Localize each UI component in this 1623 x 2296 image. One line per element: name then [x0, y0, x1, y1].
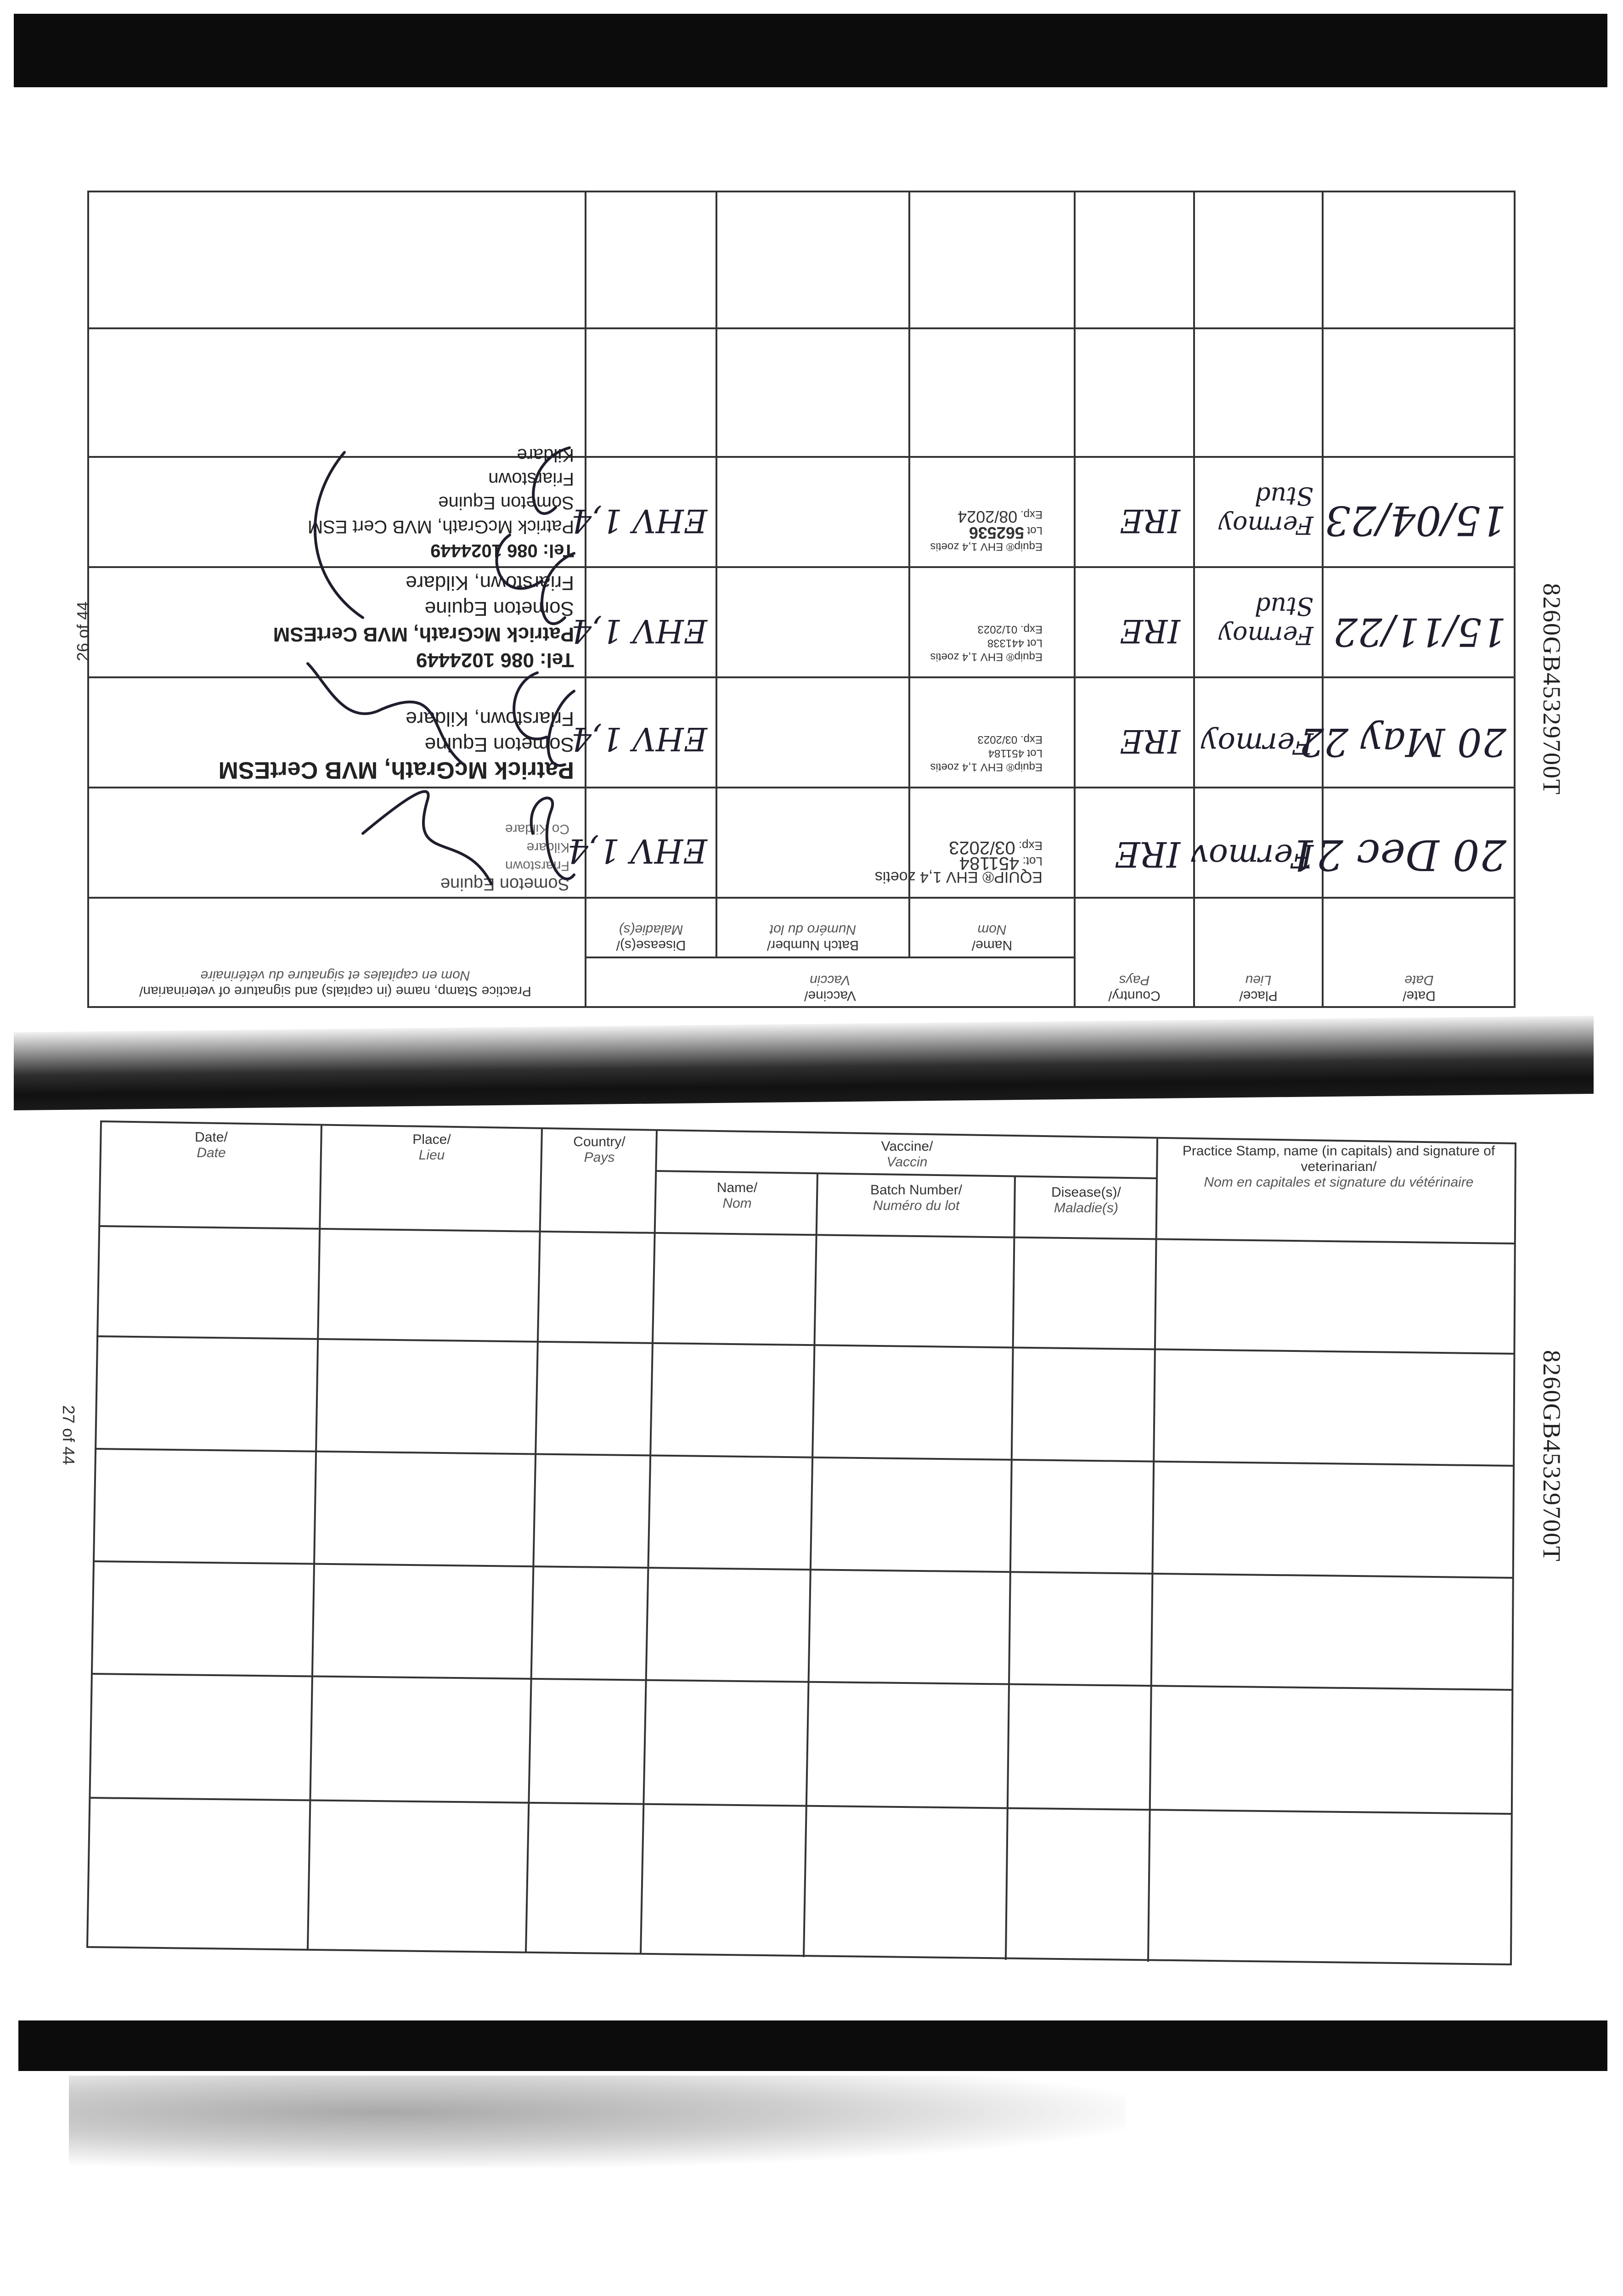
scan-fold-shadow [14, 1016, 1594, 1110]
row4-vaccine-label: Equip® EHV 1,4 zoetis Lot 562536 Exp. 08/2024 [930, 507, 1043, 553]
lower-header-vaccine: Vaccine/ Vaccin [881, 1139, 933, 1170]
lower-header-name: Name/ Nom [716, 1180, 758, 1211]
scan-bottom-edge [18, 2020, 1607, 2071]
lower-header-date: Date/ Date [195, 1130, 228, 1160]
row1-country: IRE [1115, 834, 1180, 875]
header-date: Date/ Date [1403, 973, 1436, 1003]
row1-date: 20 Dec 21 [1289, 830, 1506, 879]
row3-place: Fermoy Stud [1218, 592, 1313, 650]
row2-country: IRE [1120, 722, 1180, 760]
row3-country: IRE [1120, 612, 1180, 650]
document-id-lower: 8260GB45329700T [1538, 1350, 1566, 1562]
row2-disease: EHV 1,4 [571, 720, 707, 758]
upper-vaccination-page [87, 191, 1516, 1008]
row2-practice-stamp: Patrick McGrath, MVB CertESM Someton Equine Friarstown, Kildare [218, 708, 574, 783]
row3-date: 15/11/22 [1333, 609, 1506, 654]
header-place: Place/ Lieu [1239, 973, 1278, 1003]
row4-practice-stamp: Tel: 086 1024449 Patrick McGrath, MVB Cert ESM Someton Equine Friarstown Kildare [307, 445, 574, 561]
scan-corner-shadow [69, 2076, 1125, 2167]
header-name: Name/ Nom [971, 922, 1013, 953]
row3-disease: EHV 1,4 [571, 612, 707, 650]
row1-disease: EHV 1,4 [567, 832, 707, 870]
row4-country: IRE [1120, 502, 1180, 540]
row4-place: Fermoy Stud [1218, 482, 1313, 540]
row2-date: 20 May 22 [1299, 720, 1506, 765]
row3-vaccine-label: Equip® EHV 1,4 zoetis Lot 441338 Exp. 01/2023 [930, 623, 1043, 663]
row3-practice-stamp: Tel: 086 1024449 Patrick McGrath, MVB CertESM Someton Equine Friarstown, Kildare [273, 572, 574, 671]
lower-header-disease: Disease(s)/ Maladie(s) [1051, 1185, 1121, 1216]
page-number-lower: 27 of 44 [59, 1405, 78, 1465]
lower-vaccination-page [83, 1120, 1525, 1965]
header-vaccine: Vaccine/ Vaccin [804, 973, 856, 1003]
header-country: Country/ Pays [1108, 973, 1161, 1003]
row2-place: Fermoy [1201, 726, 1313, 760]
scan-top-edge [14, 14, 1607, 87]
header-batch: Batch Number/ Numéro du lot [766, 922, 859, 953]
document-id-upper: 8260GB45329700T [1538, 583, 1566, 795]
lower-header-stamp: Practice Stamp, name (in capitals) and signature of veterinarian/ Nom en capitales et signature du vétérinaire [1182, 1143, 1495, 1190]
lower-header-country: Country/ Pays [573, 1134, 626, 1165]
lower-header-place: Place/ Lieu [412, 1132, 451, 1163]
header-stamp: Practice Stamp, name (in capitals) and signature of veterinarian/ Nom en capitales et signature du vétérinaire [139, 968, 531, 999]
row1-practice-stamp: Someton Equine Friarstown Kildare Co Kildare [440, 822, 569, 894]
row1-vaccine-label: EQUIP® EHV 1,4 zoetis Lot: 451184 Exp: 03/2023 [874, 838, 1043, 886]
row4-date: 15/04/23 [1324, 497, 1506, 544]
lower-table-grid [83, 1120, 1525, 1965]
page-number-upper: 26 of 44 [73, 601, 92, 661]
row2-vaccine-label: Equip® EHV 1,4 zoetis Lot 451184 Exp. 03/2023 [930, 733, 1043, 773]
lower-header-batch: Batch Number/ Numéro du lot [870, 1182, 963, 1213]
row4-disease: EHV 1,4 [571, 502, 707, 540]
row1-place: Fermov [1190, 837, 1313, 875]
header-disease: Disease(s)/ Maladie(s) [616, 922, 686, 953]
vet-signatures [280, 443, 602, 902]
